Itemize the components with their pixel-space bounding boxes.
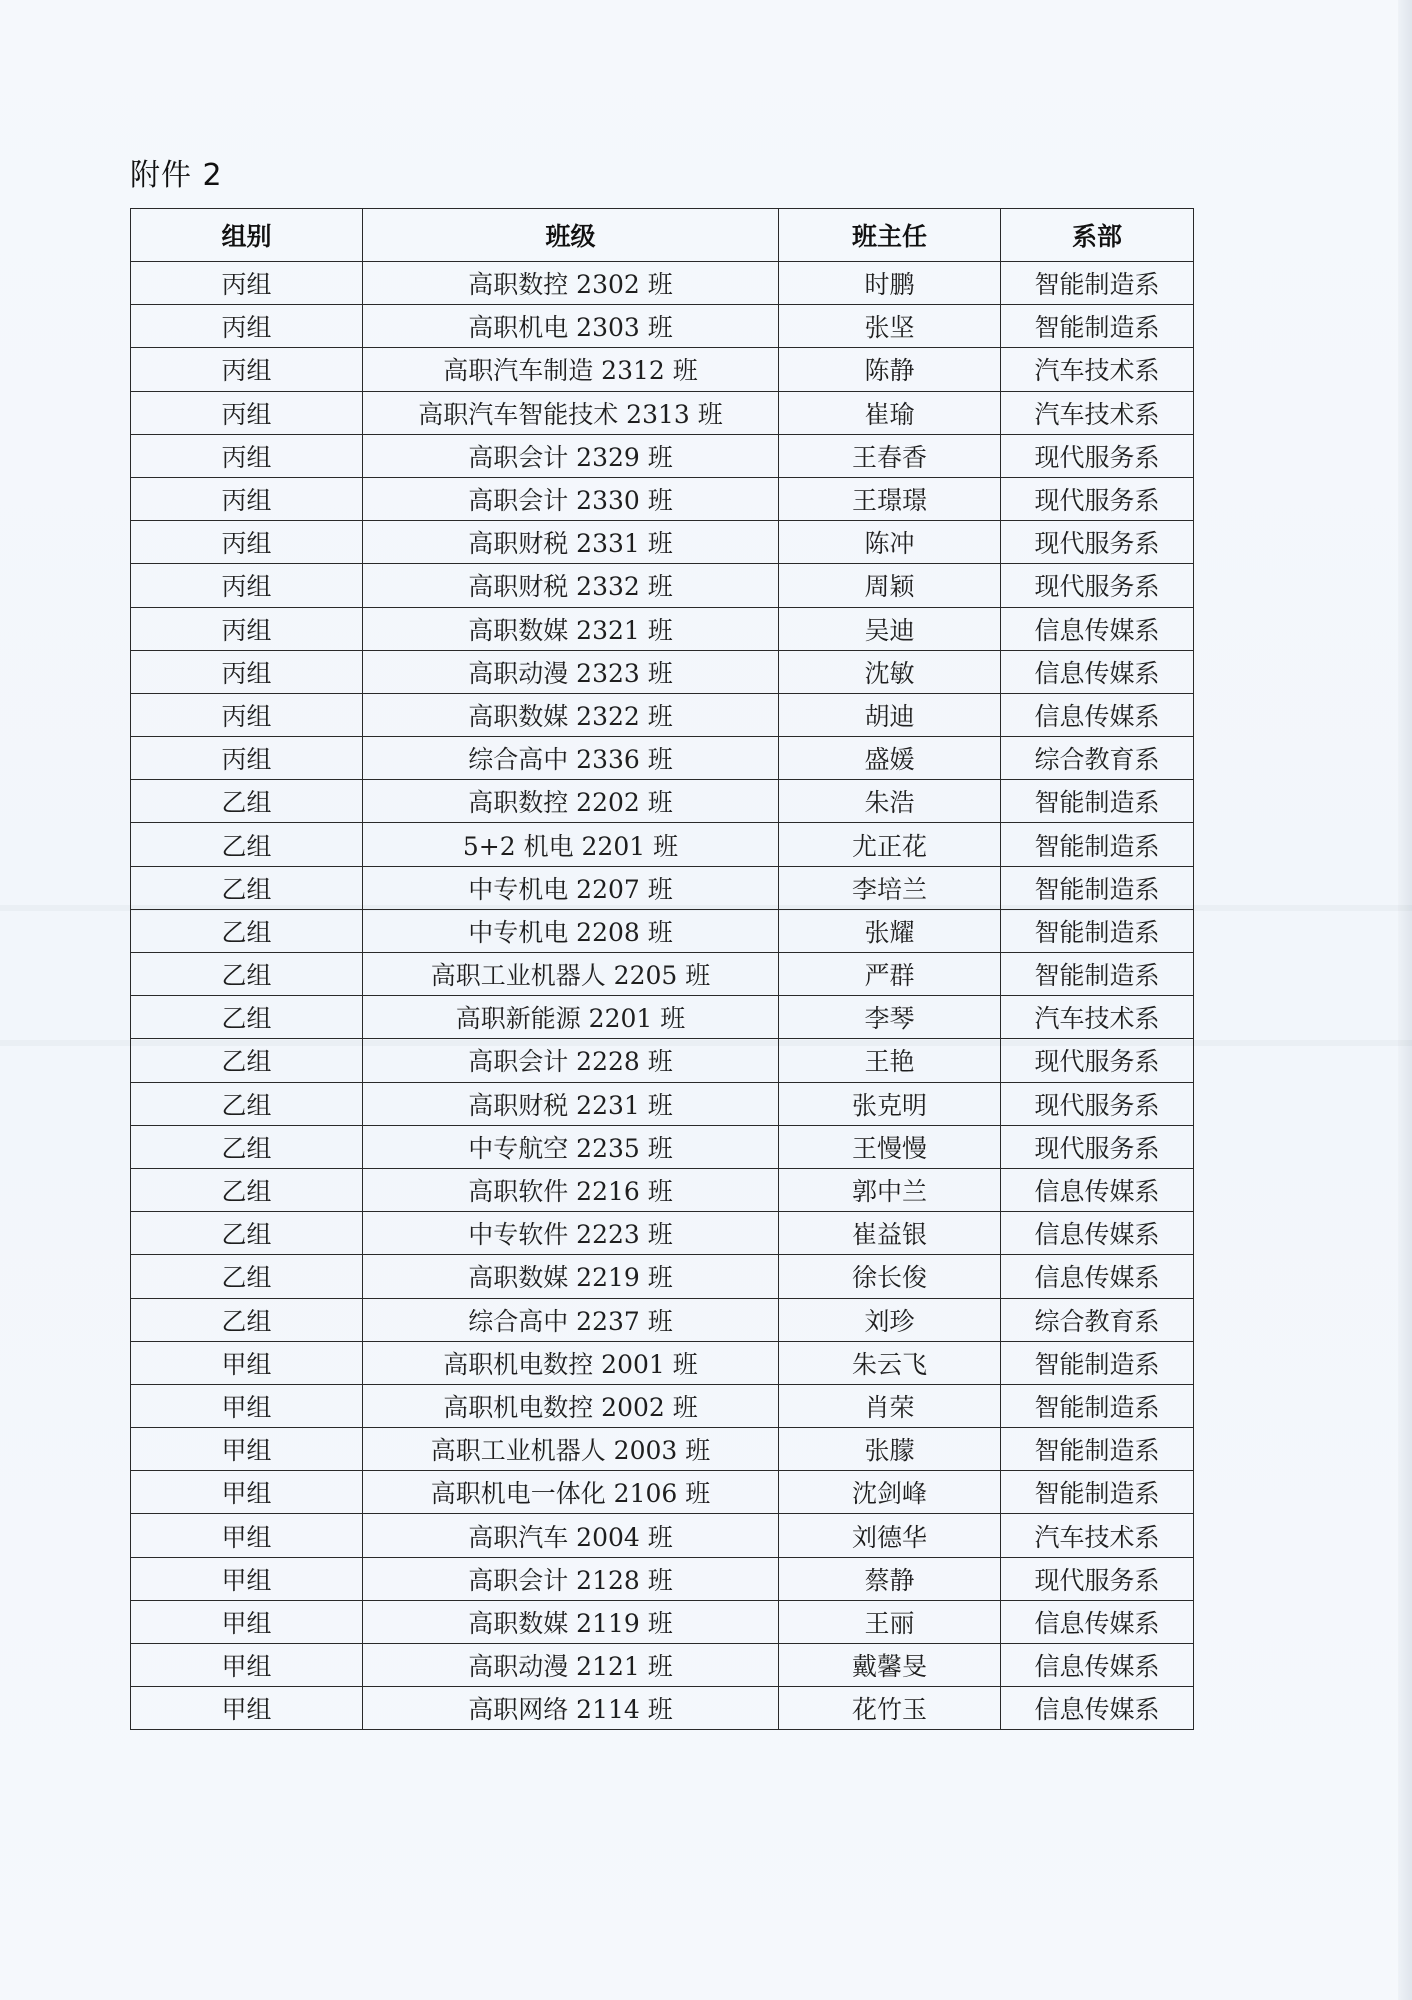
cell-department: 智能制造系 — [1001, 823, 1194, 866]
table-row — [131, 1600, 1194, 1643]
cell-department: 智能制造系 — [1001, 1384, 1194, 1427]
cell-class: 高职数控 2202 班 — [363, 780, 779, 823]
cell-teacher: 陈冲 — [779, 521, 1001, 564]
cell-class: 中专航空 2235 班 — [363, 1125, 779, 1168]
cell-teacher: 张坚 — [779, 305, 1001, 348]
cell-teacher: 尤正花 — [779, 823, 1001, 866]
cell-department: 信息传媒系 — [1001, 1168, 1194, 1211]
cell-department: 信息传媒系 — [1001, 650, 1194, 693]
cell-teacher: 张朦 — [779, 1428, 1001, 1471]
cell-department: 现代服务系 — [1001, 1125, 1194, 1168]
cell-department: 信息传媒系 — [1001, 607, 1194, 650]
cell-class: 高职数媒 2321 班 — [363, 607, 779, 650]
cell-class: 高职数媒 2322 班 — [363, 693, 779, 736]
cell-group: 甲组 — [131, 1644, 363, 1687]
cell-teacher: 王春香 — [779, 434, 1001, 477]
table-row — [131, 953, 1194, 996]
cell-teacher: 沈敏 — [779, 650, 1001, 693]
cell-department: 现代服务系 — [1001, 434, 1194, 477]
table-row — [131, 909, 1194, 952]
class-roster-table — [130, 208, 1194, 1730]
table-row — [131, 780, 1194, 823]
cell-department: 智能制造系 — [1001, 866, 1194, 909]
cell-group: 丙组 — [131, 607, 363, 650]
table-row — [131, 607, 1194, 650]
table-row — [131, 262, 1194, 305]
cell-department: 智能制造系 — [1001, 780, 1194, 823]
cell-group: 乙组 — [131, 953, 363, 996]
cell-department: 智能制造系 — [1001, 262, 1194, 305]
cell-department: 现代服务系 — [1001, 1082, 1194, 1125]
table-row — [131, 521, 1194, 564]
cell-department: 汽车技术系 — [1001, 391, 1194, 434]
header-class: 班级 — [363, 209, 779, 262]
cell-department: 信息传媒系 — [1001, 693, 1194, 736]
cell-group: 乙组 — [131, 1168, 363, 1211]
table-header-row — [131, 209, 1194, 262]
cell-group: 乙组 — [131, 909, 363, 952]
cell-class: 5+2 机电 2201 班 — [363, 823, 779, 866]
table-row — [131, 391, 1194, 434]
cell-group: 丙组 — [131, 391, 363, 434]
table-row — [131, 1428, 1194, 1471]
cell-class: 高职汽车智能技术 2313 班 — [363, 391, 779, 434]
cell-class: 高职机电数控 2001 班 — [363, 1341, 779, 1384]
cell-group: 丙组 — [131, 737, 363, 780]
cell-group: 乙组 — [131, 866, 363, 909]
cell-teacher: 李培兰 — [779, 866, 1001, 909]
table-body — [131, 262, 1194, 1730]
cell-class: 高职数媒 2219 班 — [363, 1255, 779, 1298]
table-row — [131, 866, 1194, 909]
cell-department: 智能制造系 — [1001, 1471, 1194, 1514]
header-department: 系部 — [1001, 209, 1194, 262]
cell-department: 信息传媒系 — [1001, 1600, 1194, 1643]
header-group: 组别 — [131, 209, 363, 262]
table-row — [131, 1082, 1194, 1125]
cell-group: 乙组 — [131, 1298, 363, 1341]
table-row — [131, 1255, 1194, 1298]
cell-teacher: 陈静 — [779, 348, 1001, 391]
cell-group: 甲组 — [131, 1341, 363, 1384]
cell-teacher: 张耀 — [779, 909, 1001, 952]
cell-department: 智能制造系 — [1001, 1341, 1194, 1384]
cell-group: 甲组 — [131, 1471, 363, 1514]
table-row — [131, 1471, 1194, 1514]
cell-group: 乙组 — [131, 780, 363, 823]
table-row — [131, 1298, 1194, 1341]
cell-department: 信息传媒系 — [1001, 1687, 1194, 1730]
cell-department: 信息传媒系 — [1001, 1644, 1194, 1687]
cell-group: 丙组 — [131, 521, 363, 564]
table-row — [131, 348, 1194, 391]
cell-class: 高职工业机器人 2205 班 — [363, 953, 779, 996]
cell-class: 中专机电 2208 班 — [363, 909, 779, 952]
cell-class: 高职会计 2128 班 — [363, 1557, 779, 1600]
cell-teacher: 刘德华 — [779, 1514, 1001, 1557]
cell-teacher: 郭中兰 — [779, 1168, 1001, 1211]
cell-teacher: 吴迪 — [779, 607, 1001, 650]
cell-department: 信息传媒系 — [1001, 1255, 1194, 1298]
cell-class: 中专软件 2223 班 — [363, 1212, 779, 1255]
cell-teacher: 徐长俊 — [779, 1255, 1001, 1298]
cell-class: 高职动漫 2323 班 — [363, 650, 779, 693]
cell-department: 智能制造系 — [1001, 305, 1194, 348]
cell-class: 高职新能源 2201 班 — [363, 996, 779, 1039]
cell-teacher: 李琴 — [779, 996, 1001, 1039]
cell-class: 高职数媒 2119 班 — [363, 1600, 779, 1643]
cell-group: 丙组 — [131, 477, 363, 520]
cell-teacher: 周颖 — [779, 564, 1001, 607]
cell-teacher: 时鹏 — [779, 262, 1001, 305]
table-row — [131, 564, 1194, 607]
cell-teacher: 朱云飞 — [779, 1341, 1001, 1384]
table-row — [131, 996, 1194, 1039]
cell-teacher: 盛媛 — [779, 737, 1001, 780]
cell-class: 高职汽车制造 2312 班 — [363, 348, 779, 391]
cell-group: 乙组 — [131, 1212, 363, 1255]
cell-group: 甲组 — [131, 1514, 363, 1557]
cell-group: 丙组 — [131, 693, 363, 736]
cell-class: 综合高中 2237 班 — [363, 1298, 779, 1341]
cell-department: 智能制造系 — [1001, 909, 1194, 952]
cell-group: 乙组 — [131, 1039, 363, 1082]
cell-department: 现代服务系 — [1001, 477, 1194, 520]
cell-department: 汽车技术系 — [1001, 996, 1194, 1039]
cell-class: 高职汽车 2004 班 — [363, 1514, 779, 1557]
table-row — [131, 1341, 1194, 1384]
cell-department: 智能制造系 — [1001, 953, 1194, 996]
cell-department: 智能制造系 — [1001, 1428, 1194, 1471]
cell-department: 现代服务系 — [1001, 564, 1194, 607]
cell-department: 综合教育系 — [1001, 1298, 1194, 1341]
table-row — [131, 1557, 1194, 1600]
table-row — [131, 737, 1194, 780]
cell-group: 甲组 — [131, 1687, 363, 1730]
table-row — [131, 823, 1194, 866]
cell-department: 信息传媒系 — [1001, 1212, 1194, 1255]
cell-class: 高职财税 2331 班 — [363, 521, 779, 564]
cell-teacher: 胡迪 — [779, 693, 1001, 736]
cell-class: 高职工业机器人 2003 班 — [363, 1428, 779, 1471]
table-row — [131, 477, 1194, 520]
cell-group: 乙组 — [131, 1255, 363, 1298]
cell-class: 高职数控 2302 班 — [363, 262, 779, 305]
cell-class: 高职动漫 2121 班 — [363, 1644, 779, 1687]
cell-teacher: 崔益银 — [779, 1212, 1001, 1255]
cell-teacher: 崔瑜 — [779, 391, 1001, 434]
cell-teacher: 严群 — [779, 953, 1001, 996]
cell-class: 中专机电 2207 班 — [363, 866, 779, 909]
cell-department: 综合教育系 — [1001, 737, 1194, 780]
cell-class: 高职机电一体化 2106 班 — [363, 1471, 779, 1514]
cell-teacher: 王艳 — [779, 1039, 1001, 1082]
cell-group: 甲组 — [131, 1600, 363, 1643]
cell-group: 甲组 — [131, 1557, 363, 1600]
cell-teacher: 花竹玉 — [779, 1687, 1001, 1730]
cell-class: 高职财税 2231 班 — [363, 1082, 779, 1125]
cell-department: 汽车技术系 — [1001, 1514, 1194, 1557]
cell-class: 高职会计 2329 班 — [363, 434, 779, 477]
cell-teacher: 沈剑峰 — [779, 1471, 1001, 1514]
table-row — [131, 1125, 1194, 1168]
cell-group: 丙组 — [131, 305, 363, 348]
table-row — [131, 434, 1194, 477]
cell-class: 高职机电 2303 班 — [363, 305, 779, 348]
table-row — [131, 1644, 1194, 1687]
cell-group: 丙组 — [131, 262, 363, 305]
cell-class: 高职网络 2114 班 — [363, 1687, 779, 1730]
cell-teacher: 王丽 — [779, 1600, 1001, 1643]
cell-group: 乙组 — [131, 996, 363, 1039]
cell-department: 现代服务系 — [1001, 521, 1194, 564]
table-row — [131, 693, 1194, 736]
table-row — [131, 650, 1194, 693]
cell-group: 丙组 — [131, 434, 363, 477]
cell-group: 丙组 — [131, 348, 363, 391]
cell-department: 现代服务系 — [1001, 1039, 1194, 1082]
scan-edge — [1398, 0, 1412, 2000]
cell-class: 高职财税 2332 班 — [363, 564, 779, 607]
table-row — [131, 1168, 1194, 1211]
table-row — [131, 1687, 1194, 1730]
cell-group: 丙组 — [131, 650, 363, 693]
cell-department: 现代服务系 — [1001, 1557, 1194, 1600]
cell-group: 乙组 — [131, 1082, 363, 1125]
cell-teacher: 肖荣 — [779, 1384, 1001, 1427]
table-row — [131, 305, 1194, 348]
cell-group: 乙组 — [131, 823, 363, 866]
attachment-label: 附件 2 — [130, 158, 223, 193]
cell-teacher: 张克明 — [779, 1082, 1001, 1125]
cell-teacher: 刘珍 — [779, 1298, 1001, 1341]
cell-teacher: 王璟璟 — [779, 477, 1001, 520]
cell-class: 高职软件 2216 班 — [363, 1168, 779, 1211]
cell-group: 甲组 — [131, 1384, 363, 1427]
cell-class: 高职会计 2330 班 — [363, 477, 779, 520]
cell-group: 丙组 — [131, 564, 363, 607]
cell-teacher: 戴馨旻 — [779, 1644, 1001, 1687]
header-teacher: 班主任 — [779, 209, 1001, 262]
cell-class: 综合高中 2336 班 — [363, 737, 779, 780]
cell-teacher: 朱浩 — [779, 780, 1001, 823]
cell-department: 汽车技术系 — [1001, 348, 1194, 391]
cell-class: 高职机电数控 2002 班 — [363, 1384, 779, 1427]
table-row — [131, 1514, 1194, 1557]
cell-class: 高职会计 2228 班 — [363, 1039, 779, 1082]
cell-group: 乙组 — [131, 1125, 363, 1168]
cell-teacher: 王慢慢 — [779, 1125, 1001, 1168]
table-row — [131, 1212, 1194, 1255]
cell-teacher: 蔡静 — [779, 1557, 1001, 1600]
table-row — [131, 1384, 1194, 1427]
cell-group: 甲组 — [131, 1428, 363, 1471]
table-row — [131, 1039, 1194, 1082]
